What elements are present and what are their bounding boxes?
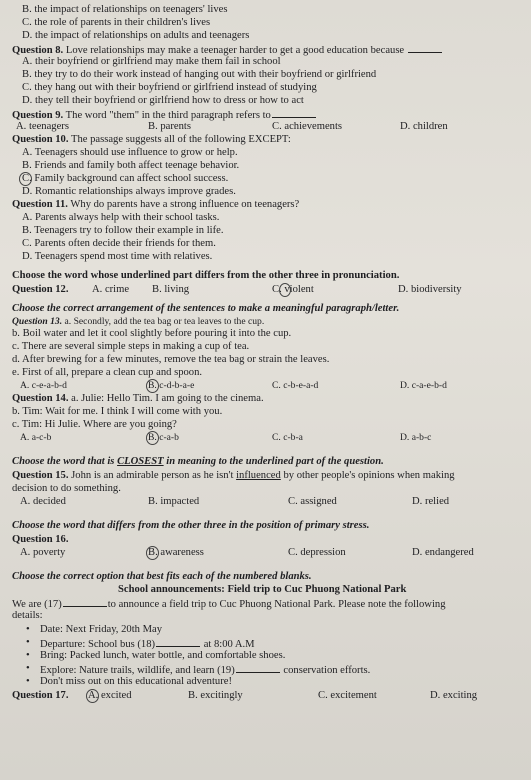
q13-sentence-e: e. First of all, prepare a clean cup and spoon. (12, 367, 203, 378)
q15-option-d: D. relied (412, 496, 450, 507)
q16-option-d: D. endangered (412, 547, 474, 558)
q13-sentence-b: b. Boil water and let it cool slightly before pouring it into the cup. (12, 328, 292, 339)
q8-option-c: C. they hang out with their boyfriend or girlfriend instead of studying (22, 82, 317, 93)
announcement-line1-rest: to announce a field trip to Cuc Phuong National Park. Please note the following (107, 599, 446, 610)
q12-option-c: C. violent (272, 284, 314, 295)
q12-option-d: D. biodiversity (398, 284, 462, 295)
q10-option-c: C. Family background can affect school success. (22, 173, 229, 184)
q7-option-d: D. the impact of relationships on adults and teenagers (22, 30, 250, 41)
q14-number: Question 14. (12, 393, 69, 404)
q8-stem (12, 43, 443, 57)
q14-line-c: c. Tim: Hi Julie. Where are you going? (12, 419, 177, 430)
q8-option-a: A. their boyfriend or girlfriend may make them fail in school (22, 56, 281, 67)
q15-option-a: A. decided (20, 496, 66, 507)
q17-option-d: D. exciting (430, 690, 478, 701)
q15-underlined-word: influenced (236, 470, 281, 481)
q17-option-c: C. excitement (318, 690, 377, 701)
q9-number: Question 9. (12, 110, 64, 121)
q16-option-c: C. depression (288, 547, 346, 558)
q11-option-b: B. Teenagers try to follow their example in life. (22, 225, 224, 236)
q15-text-a: John is an admirable person as he isn't (71, 470, 237, 481)
blank-19 (236, 663, 280, 673)
q15-text-b: by other people's opinions when making (280, 470, 455, 481)
pronunciation-instruction: Choose the word whose underlined part differs from the other three in pronunciation. (12, 270, 400, 281)
q7-option-b: B. the impact of relationships on teenagers' lives (22, 4, 228, 15)
q9-option-d: D. children (400, 121, 448, 132)
q12-option-b: B. living (152, 284, 190, 295)
cloze-instruction: Choose the correct option that best fits each of the numbered blanks. (12, 571, 312, 582)
announcement-line1 (12, 597, 446, 611)
q17-number: Question 17. (12, 690, 69, 701)
q11-option-a: A. Parents always help with their school tasks. (22, 212, 220, 223)
q14-option-d: D. a-b-c (400, 432, 432, 443)
q16-number: Question 16. (12, 534, 69, 545)
detail-explore (40, 663, 370, 677)
detail-date: • Date: Next Friday, 20th May (40, 624, 162, 636)
q10-stem (12, 134, 291, 146)
q11-number: Question 11. (12, 199, 68, 210)
explore-rest: conservation efforts. (283, 665, 371, 676)
q17-option-b: B. excitingly (188, 690, 243, 701)
arrangement-instruction: Choose the correct arrangement of the sentences to make a meaningful paragraph/letter. (12, 303, 400, 314)
blank-17-label: We are (17) (12, 599, 62, 610)
q14-line-b: b. Tim: Wait for me. I think I will come with you. (12, 406, 223, 417)
q13-option-c: C. c-b-e-a-d (272, 380, 319, 391)
closest-instruction-pre: Choose the word that is (12, 456, 118, 467)
q9-answer-blank (272, 108, 316, 118)
q10-number: Question 10. (12, 134, 69, 145)
q11-option-c: C. Parents often decide their friends for them. (22, 238, 216, 249)
q15-number: Question 15. (12, 470, 69, 481)
detail-bring: • Bring: Packed lunch, water bottle, and comfortable shoes. (40, 650, 285, 662)
q7-option-c: C. the role of parents in their children's lives (22, 17, 211, 28)
q11-text: Why do parents have a strong influence on teenagers? (67, 199, 300, 210)
q13-sentence-a: a. Secondly, add the tea bag or tea leaves to the cup. (64, 316, 265, 327)
q13-stem (12, 316, 264, 328)
q10-option-b: B. Friends and family both affect teenage behavior. (22, 160, 240, 171)
q8-answer-blank (408, 43, 442, 53)
q8-number: Question 8. (12, 45, 64, 56)
q12-number: Question 12. (12, 284, 69, 295)
q10-option-d: D. Romantic relationships always improve grades. (22, 186, 236, 197)
q15-option-b: B. impacted (148, 496, 200, 507)
closest-instruction-key: CLOSEST (117, 456, 164, 467)
departure-time: at 8:00 A.M (203, 639, 255, 650)
q16-option-b: B. awareness (148, 547, 204, 558)
detail-departure (40, 637, 255, 651)
q13-number: Question 13. (12, 316, 63, 327)
q8-option-b: B. they try to do their work instead of hanging out with their boyfriend or girlfriend (22, 69, 377, 80)
blank-18 (156, 637, 200, 647)
q9-option-c: C. achievements (272, 121, 343, 132)
q13-sentence-c: c. There are several simple steps in making a cup of tea. (12, 341, 250, 352)
q10-option-a: A. Teenagers should use influence to grow or help. (22, 147, 238, 158)
q14-option-c: C. c-b-a (272, 432, 303, 443)
q11-stem (12, 199, 299, 211)
q8-option-d: D. they tell their boyfriend or girlfriend how to dress or how to act (22, 95, 304, 106)
q15-option-c: C. assigned (288, 496, 337, 507)
q9-text: The word "them" in the third paragraph refers to (63, 110, 271, 121)
q15-text-line2: decision to do something. (12, 483, 121, 494)
q13-option-b: B. c-d-b-a-e (148, 380, 195, 391)
q13-option-a: A. c-e-a-b-d (20, 380, 67, 391)
detail-dont-miss: • Don't miss out on this educational adventure! (40, 676, 232, 688)
q16-option-a: A. poverty (20, 547, 66, 558)
q14-line-a: a. Julie: Hello Tim. I am going to the cinema. (71, 393, 264, 404)
q8-text: Love relationships may make a teenager harder to get a good education because (63, 45, 405, 56)
q13-sentence-d: d. After brewing for a few minutes, remove the tea bag or strain the leaves. (12, 354, 330, 365)
q9-option-a: A. teenagers (16, 121, 69, 132)
blank-17 (63, 597, 107, 607)
announcement-title: School announcements: Field trip to Cuc Phuong National Park (118, 584, 407, 595)
q14-option-a: A. a-c-b (20, 432, 52, 443)
q13-option-d: D. c-a-e-b-d (400, 380, 447, 391)
q17-option-a: A. excited (88, 690, 132, 701)
blank-19-label: Explore: Nature trails, wildlife, and learn (19) (40, 665, 235, 676)
q11-option-d: D. Teenagers spend most time with relatives. (22, 251, 213, 262)
closest-instruction (12, 456, 384, 468)
q10-text: The passage suggests all of the following EXCEPT: (68, 134, 291, 145)
q9-stem (12, 108, 317, 122)
q14-stem (12, 393, 264, 405)
q15-stem (12, 470, 455, 482)
q12-option-a: A. crime (92, 284, 130, 295)
q14-option-b: B. c-a-b (148, 432, 179, 443)
announcement-details-label: details: (12, 610, 43, 621)
blank-18-label: Departure: School bus (18) (40, 639, 156, 650)
q9-option-b: B. parents (148, 121, 191, 132)
closest-instruction-post: in meaning to the underlined part of the question. (163, 456, 384, 467)
stress-instruction: Choose the word that differs from the other three in the position of primary stress. (12, 520, 370, 531)
